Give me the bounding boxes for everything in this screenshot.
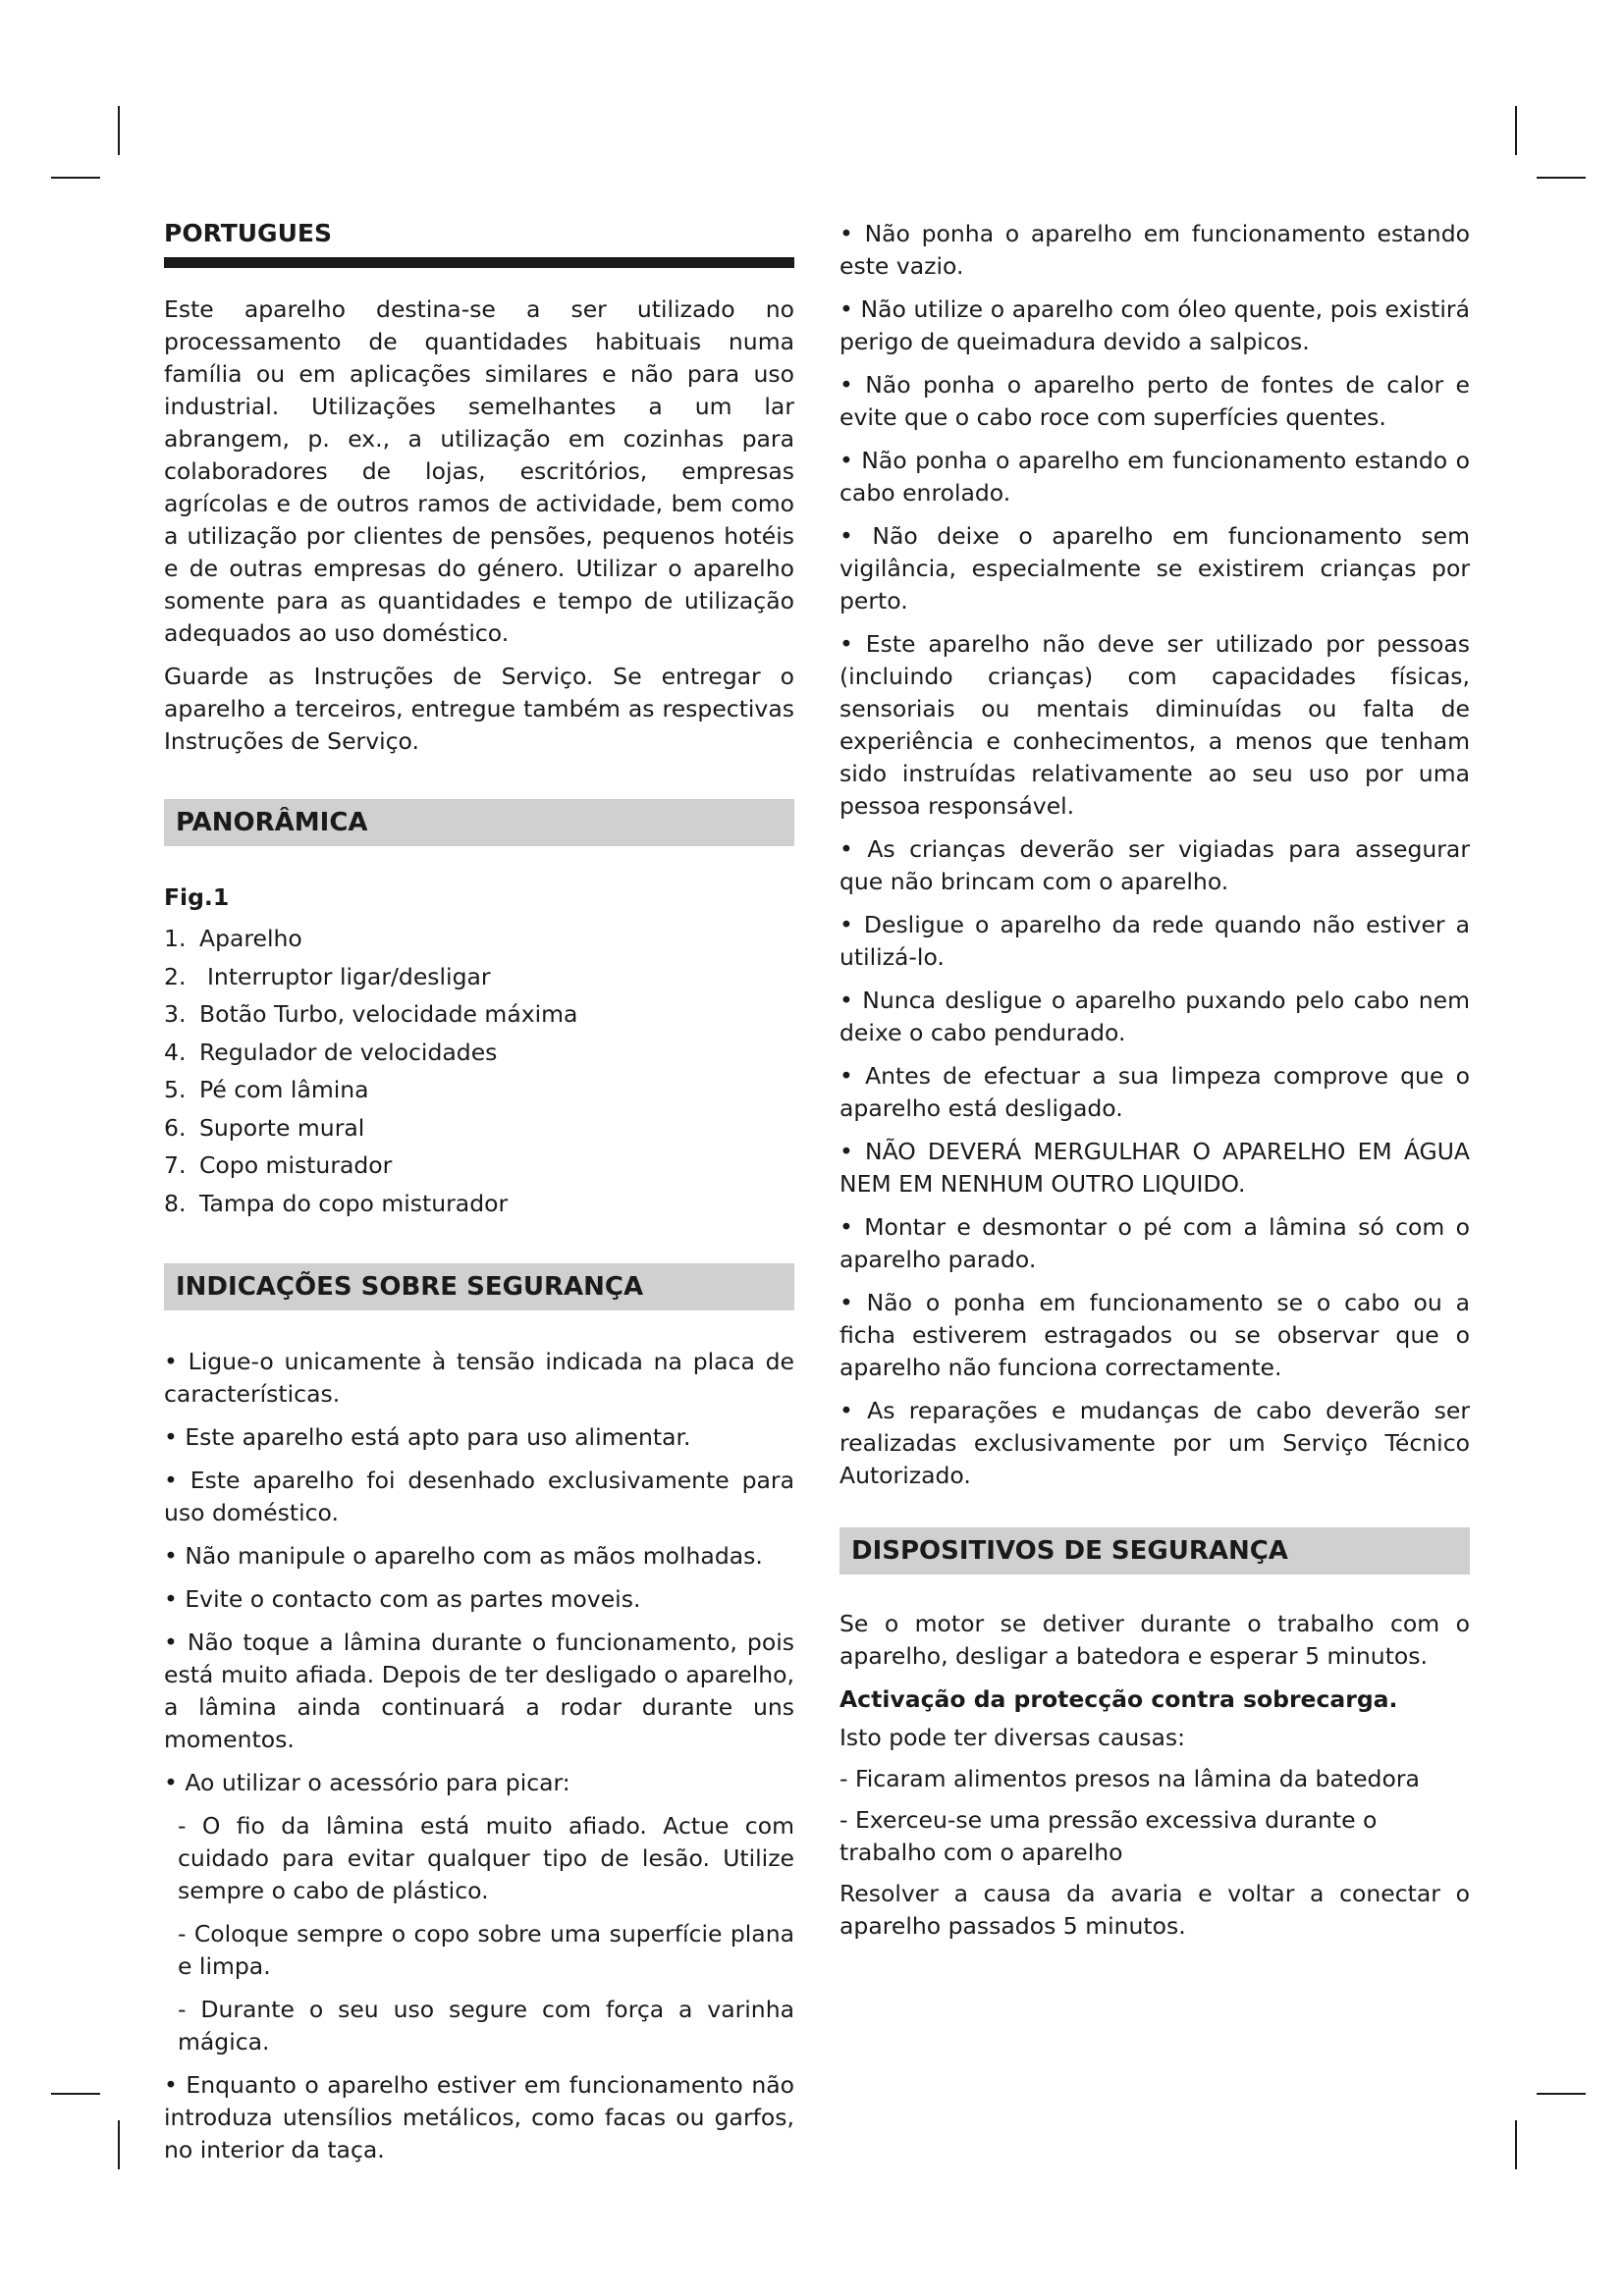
list-item: 8. Tampa do copo misturador xyxy=(164,1189,509,1217)
crop-mark xyxy=(1515,2120,1517,2169)
cause-item: - Exerceu-se uma pressão excessiva durante o trabalho com o aparelho xyxy=(839,1806,1378,1866)
safety-item: • Não toque a lâmina durante o funcionamento, pois está muito afiada. Depois de ter desligado o aparelho, a lâmina ainda continuará a rodar durante uns momentos. xyxy=(164,1629,794,1753)
devices-intro: Se o motor se detiver durante o trabalho com o aparelho, desligar a batedora e esperar 5 minutos. xyxy=(839,1610,1470,1670)
safety-item: • Nunca desligue o aparelho puxando pelo cabo nem deixe o cabo pendurado. xyxy=(839,987,1470,1046)
overview-heading: PANORÂMICA xyxy=(164,799,794,846)
safety-item: • Não ponha o aparelho em funcionamento estando este vazio. xyxy=(839,220,1470,280)
crop-mark xyxy=(1537,2093,1586,2095)
safety-item: • Não ponha o aparelho em funcionamento estando o cabo enrolado. xyxy=(839,447,1470,507)
crop-mark xyxy=(51,2093,100,2095)
safety-item: • NÃO DEVERÁ MERGULHAR O APARELHO EM ÁGUA NEM EM NENHUM OUTRO LIQUIDO. xyxy=(839,1138,1470,1198)
causes-intro: Isto pode ter diversas causas: xyxy=(839,1724,1186,1751)
list-item: 5. Pé com lâmina xyxy=(164,1076,369,1103)
crop-mark xyxy=(1537,177,1586,179)
safety-item: • Evite o contacto com as partes moveis. xyxy=(164,1585,641,1613)
resolution-text: Resolver a causa da avaria e voltar a conectar o aparelho passados 5 minutos. xyxy=(839,1880,1470,1940)
list-item: 4. Regulador de velocidades xyxy=(164,1038,498,1066)
safety-item: • Ligue-o unicamente à tensão indicada na placa de características. xyxy=(164,1348,794,1408)
page-title: PORTUGUES xyxy=(164,218,794,268)
safety-item: • Não manipule o aparelho com as mãos molhadas. xyxy=(164,1542,763,1570)
crop-mark xyxy=(1515,106,1517,155)
list-item: 1. Aparelho xyxy=(164,925,302,952)
safety-item: • Não o ponha em funcionamento se o cabo ou a ficha estiverem estragados ou se observar que o aparelho não funciona correctamente. xyxy=(839,1289,1470,1381)
safety-item: • As reparações e mudanças de cabo deverão ser realizadas exclusivamente por um Serviço Técnico Autorizado. xyxy=(839,1397,1470,1489)
safety-item: • Este aparelho não deve ser utilizado por pessoas (incluindo crianças) com capacidades físicas, sensoriais ou mentais diminuídas ou falta de experiência e conhecimentos, a menos que tenham sido instruídas relativamente ao seu uso por uma pessoa responsável. xyxy=(839,630,1470,820)
safety-item: • As crianças deverão ser vigiadas para assegurar que não brincam com o aparelho. xyxy=(839,835,1470,895)
components-list xyxy=(164,920,794,1222)
safety-item: • Não utilize o aparelho com óleo quente, pois existirá perigo de queimadura devido a salpicos. xyxy=(839,295,1470,355)
safety-subitem: - Coloque sempre o copo sobre uma superfície plana e limpa. xyxy=(178,1920,794,1980)
list-item: 7. Copo misturador xyxy=(164,1151,393,1179)
safety-item: • Não ponha o aparelho perto de fontes de calor e evite que o cabo roce com superfícies quentes. xyxy=(839,371,1470,431)
safety-item: • Montar e desmontar o pé com a lâmina só com o aparelho parado. xyxy=(839,1213,1470,1273)
safety-item: • Este aparelho está apto para uso alimentar. xyxy=(164,1423,691,1451)
figure-label: Fig.1 xyxy=(164,883,230,911)
safety-item: • Ao utilizar o acessório para picar: xyxy=(164,1769,570,1796)
safety-subitem: - Durante o seu uso segure com força a varinha mágica. xyxy=(178,1996,794,2056)
right-column xyxy=(839,218,1470,1953)
safety-item: • Antes de efectuar a sua limpeza comprove que o aparelho está desligado. xyxy=(839,1062,1470,1122)
devices-heading: DISPOSITIVOS DE SEGURANÇA xyxy=(839,1527,1470,1575)
intro-paragraph: Guarde as Instruções de Serviço. Se entregar o aparelho a terceiros, entregue também as respectivas Instruções de Serviço. xyxy=(164,663,794,755)
safety-item: • Este aparelho foi desenhado exclusivamente para uso doméstico. xyxy=(164,1467,794,1526)
cause-item: - Ficaram alimentos presos na lâmina da batedora xyxy=(839,1765,1420,1792)
list-item: 3. Botão Turbo, velocidade máxima xyxy=(164,1000,578,1028)
crop-mark xyxy=(118,2120,120,2169)
safety-item: • Não deixe o aparelho em funcionamento sem vigilância, especialmente se existirem crianças por perto. xyxy=(839,522,1470,614)
safety-item: • Enquanto o aparelho estiver em funcionamento não introduza utensílios metálicos, como facas ou garfos, no interior da taça. xyxy=(164,2071,794,2163)
crop-mark xyxy=(118,106,120,155)
overload-subheading: Activação da protecção contra sobrecarga. xyxy=(839,1685,1398,1713)
list-item: 6. Suporte mural xyxy=(164,1113,365,1142)
list-item: 2. Interruptor ligar/desligar xyxy=(164,962,491,990)
left-column xyxy=(164,218,794,2177)
safety-item: • Desligue o aparelho da rede quando não estiver a utilizá-lo. xyxy=(839,911,1470,971)
safety-subitem: - O fio da lâmina está muito afiado. Actue com cuidado para evitar qualquer tipo de lesão. Utilize sempre o cabo de plástico. xyxy=(178,1812,794,1904)
safety-heading: INDICAÇÕES SOBRE SEGURANÇA xyxy=(164,1263,794,1310)
crop-mark xyxy=(51,177,100,179)
intro-paragraph: Este aparelho destina-se a ser utilizado no processamento de quantidades habituais numa família ou em aplicações similares e não para uso industrial. Utilizações semelhantes a um lar abrangem, p. ex., a utilização em cozinhas para colaboradores de lojas, escritórios, empresas agrícolas e de outros ramos de actividade, bem como a utilização por clientes de pensões, pequenos hotéis e de outras empresas do género. Utilizar o aparelho somente para as quantidades e tempo de utilização adequados ao uso doméstico. xyxy=(164,295,794,647)
